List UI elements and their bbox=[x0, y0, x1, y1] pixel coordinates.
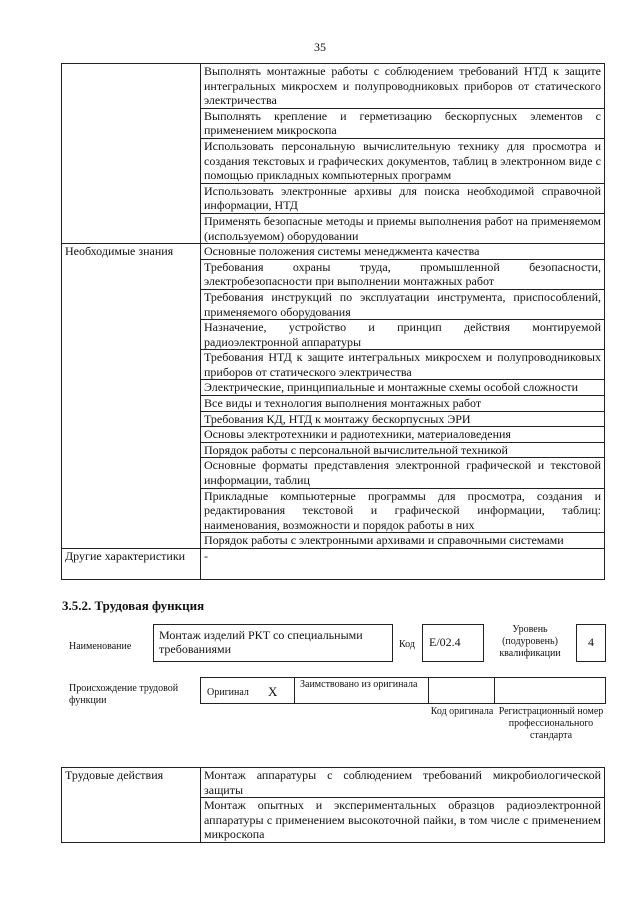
original-label: Оригинал bbox=[207, 687, 249, 698]
skill-item: Использовать персональную вычислительную технику для просмотра и создания текстовых и графических документов, таблиц в электронном виде с помощью прикладных компьютерных программ bbox=[201, 138, 605, 183]
knowledge-item: Порядок работы с электронными архивами и справочными системами bbox=[201, 533, 605, 549]
knowledge-item: Требования НТД к защите интегральных микросхем и полупроводниковых приборов от статического электричества bbox=[201, 350, 605, 380]
knowledge-item: Прикладные компьютерные программы для просмотра, создания и редактирования текстовой и графической информации, таблиц: наименования, возможности и порядок работы в них bbox=[201, 488, 605, 533]
name-label: Наименование bbox=[69, 641, 132, 652]
knowledge-item: Требования КД, НТД к монтажу бескорпусных ЭРИ bbox=[201, 411, 605, 427]
function-name-value: Монтаж изделий РКТ со специальными требованиями bbox=[159, 628, 363, 656]
knowledge-item: Электрические, принципиальные и монтажные схемы особой сложности bbox=[201, 380, 605, 396]
page-number: 35 bbox=[314, 40, 326, 54]
knowledge-item: Назначение, устройство и принцип действия монтируемой радиоэлектронной аппаратуры bbox=[201, 320, 605, 350]
knowledge-item: Все виды и технология выполнения монтажных работ bbox=[201, 396, 605, 412]
code-box bbox=[422, 624, 484, 662]
skill-item: Выполнять крепление и герметизацию бескорпусных элементов с применением микроскопа bbox=[201, 108, 605, 138]
labor-actions-table bbox=[61, 767, 605, 843]
level-box bbox=[576, 624, 606, 662]
code-label: Код bbox=[399, 639, 415, 650]
other-characteristics-value: - bbox=[201, 549, 605, 580]
original-mark: X bbox=[268, 684, 278, 699]
registration-number-caption: Регистрационный номер профессионального стандарта bbox=[498, 706, 604, 741]
labor-action-item: Монтаж аппаратуры с соблюдением требований микробиологической защиты bbox=[201, 768, 605, 798]
labor-actions-label: Трудовые действия bbox=[62, 768, 201, 843]
knowledge-item: Основные положения системы менеджмента качества bbox=[201, 244, 605, 260]
skills-knowledge-table bbox=[61, 63, 605, 580]
level-value: 4 bbox=[588, 635, 594, 649]
skills-label-cell bbox=[62, 64, 201, 244]
origin-label: Происхождение трудовой функции bbox=[69, 683, 179, 706]
knowledge-label: Необходимые знания bbox=[62, 244, 201, 549]
knowledge-item: Требования инструкций по эксплуатации инструмента, приспособлений, применяемого оборудования bbox=[201, 289, 605, 319]
table-row bbox=[62, 549, 605, 580]
knowledge-item: Основные форматы представления электронной графической и текстовой информации, таблиц bbox=[201, 458, 605, 488]
skill-item: Применять безопасные методы и приемы выполнения работ на применяемом (используемом) оборудовании bbox=[201, 213, 605, 243]
level-label: Уровень (подуровень) квалификации bbox=[499, 624, 561, 659]
section-title: 3.5.2. Трудовая функция bbox=[62, 598, 205, 613]
table-row bbox=[62, 64, 605, 109]
knowledge-item: Порядок работы с персональной вычислительной техникой bbox=[201, 442, 605, 458]
skill-item: Использовать электронные архивы для поиска необходимой справочной информации, НТД bbox=[201, 183, 605, 213]
code-original-caption: Код оригинала bbox=[430, 706, 494, 717]
labor-action-item: Монтаж опытных и экспериментальных образцов радиоэлектронной аппаратуры с применением высокоточной пайки, в том числе с применением микроскопа bbox=[201, 798, 605, 843]
skill-item: Выполнять монтажные работы с соблюдением требований НТД к защите интегральных микросхем и полупроводниковых приборов от статического электричества bbox=[201, 64, 605, 109]
function-name-box bbox=[153, 624, 393, 662]
borrowed-label: Заимствовано из оригинала bbox=[300, 679, 418, 690]
code-value: E/02.4 bbox=[429, 635, 461, 649]
table-row bbox=[62, 244, 605, 260]
table-row bbox=[62, 768, 605, 798]
knowledge-item: Требования охраны труда, промышленной безопасности, электробезопасности при выполнении монтажных работ bbox=[201, 259, 605, 289]
other-characteristics-label: Другие характеристики bbox=[62, 549, 201, 580]
knowledge-item: Основы электротехники и радиотехники, материаловедения bbox=[201, 427, 605, 443]
